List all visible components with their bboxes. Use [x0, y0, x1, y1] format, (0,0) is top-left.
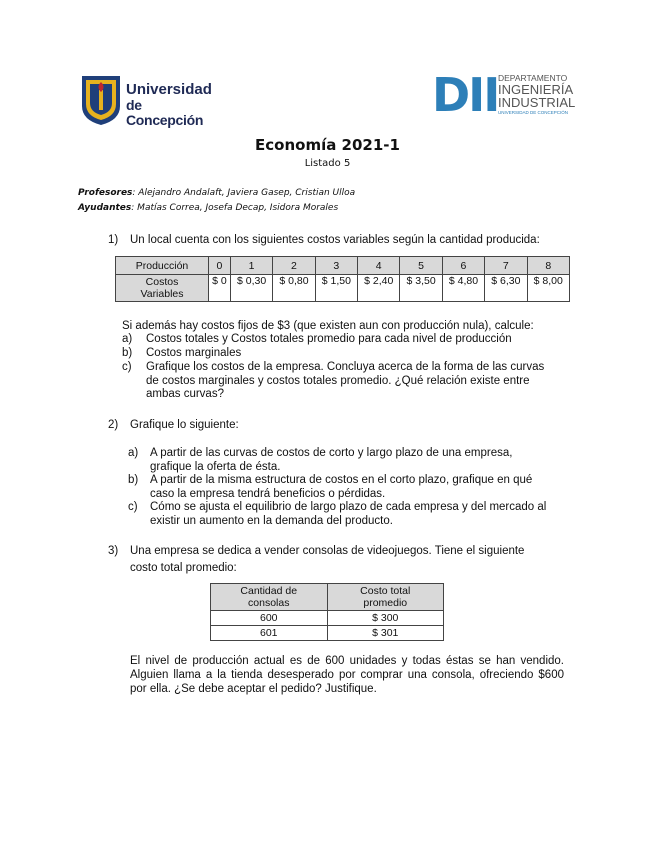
quantity-cell: 6 [442, 257, 484, 275]
quantity-cell: 5 [400, 257, 442, 275]
average-cost-cell: $ 301 [327, 626, 444, 641]
quantity-cell: 1 [230, 257, 272, 275]
quantity-cell: 4 [358, 257, 400, 275]
university-logo [80, 74, 220, 126]
question-1-intro: Si además hay costos fijos de $3 (que existen aun con producción nula), calcule: [122, 320, 534, 332]
cost-cell: $ 4,80 [442, 275, 484, 302]
university-logo-line1: Universidad [126, 81, 212, 98]
quantity-cell: 8 [527, 257, 569, 275]
assistants-label: Ayudantes [78, 203, 132, 213]
cost-cell: $ 6,30 [485, 275, 527, 302]
question-3-number: 3) [108, 545, 119, 557]
table-row [211, 626, 444, 641]
quantity-cell: 0 [209, 257, 231, 275]
table-row [116, 275, 570, 302]
department-logo [432, 68, 592, 122]
dept-logo-line1: DEPARTAMENTO [498, 73, 568, 83]
cost-cell: $ 1,50 [315, 275, 357, 302]
page-subtitle: Listado 5 [304, 158, 351, 169]
average-cost-header-line2: promedio [363, 597, 408, 609]
item-label: a) [122, 333, 133, 345]
assistants-names: : Matías Correa, Josefa Decap, Isidora Morales [131, 203, 339, 213]
professors-line [78, 188, 355, 198]
variable-costs-header-line1: Costos [145, 276, 179, 288]
variable-costs-table [115, 256, 570, 302]
item-label: b) [122, 347, 133, 359]
average-cost-cell: $ 300 [327, 611, 444, 626]
quantity-header-line2: consolas [248, 597, 290, 609]
dept-logo-line2: INGENIERÍA [498, 82, 574, 97]
variable-costs-header-line2: Variables [140, 288, 184, 300]
item-label: b) [128, 474, 139, 486]
item-text: A partir de las curvas de costos de corto y largo plazo de una empresa, grafique la oferta de ésta. [150, 447, 513, 473]
question-2-number: 2) [108, 419, 119, 431]
quantity-cell: 601 [211, 626, 328, 641]
dept-logo-line3: INDUSTRIAL [498, 95, 576, 110]
quantity-cell: 7 [485, 257, 527, 275]
quantity-header-line1: Cantidad de [240, 585, 298, 597]
quantity-cell: 600 [211, 611, 328, 626]
quantity-cell: 3 [315, 257, 357, 275]
table-row [211, 584, 444, 611]
average-cost-header-line1: Costo total [360, 585, 411, 597]
professors-label: Profesores [78, 188, 133, 198]
assistants-line [78, 203, 338, 213]
item-text: Costos marginales [146, 347, 242, 359]
production-header: Producción [116, 257, 209, 275]
question-3-closing: El nivel de producción actual es de 600 unidades y todas éstas se han vendido. Alguien llama a la tienda desesperado por comprar una consola, ofreciendo $600 por ella. ¿Se debe aceptar el pedido? Justifique. [130, 655, 564, 695]
cost-cell: $ 0,80 [273, 275, 315, 302]
item-text: Grafique los costos de la empresa. Concluya acerca de la forma de las curvas de costos marginales y costos totales promedio. ¿Qué relación existe entre ambas curvas? [146, 361, 545, 400]
item-text: A partir de la misma estructura de costos en el corto plazo, grafique en qué caso la empresa tendrá beneficios o pérdidas. [150, 474, 533, 500]
cost-cell: $ 0 [209, 275, 231, 302]
question-1-text: Un local cuenta con los siguientes costos variables según la cantidad producida: [130, 234, 540, 246]
dept-logo-line4: UNIVERSIDAD DE CONCEPCIÓN [498, 110, 569, 115]
question-2-text: Grafique lo siguiente: [130, 419, 239, 431]
table-row [211, 611, 444, 626]
cost-cell: $ 3,50 [400, 275, 442, 302]
dii-mark: DII [432, 68, 499, 122]
item-text: Cómo se ajusta el equilibrio de largo plazo de cada empresa y del mercado al existir un aumento en la demanda del producto. [150, 501, 547, 527]
page-title: Economía 2021-1 [255, 136, 400, 154]
item-text: Costos totales y Costos totales promedio para cada nivel de producción [146, 333, 512, 345]
variable-costs-header [116, 275, 209, 302]
cost-cell: $ 8,00 [527, 275, 569, 302]
cost-cell: $ 0,30 [230, 275, 272, 302]
question-1-number: 1) [108, 234, 119, 246]
cost-cell: $ 2,40 [358, 275, 400, 302]
table-row [116, 257, 570, 275]
quantity-cell: 2 [273, 257, 315, 275]
question-3-text: Una empresa se dedica a vender consolas de videojuegos. Tiene el siguiente costo total promedio: [130, 545, 525, 574]
item-label: c) [128, 501, 138, 513]
quantity-header [211, 584, 328, 611]
professors-names: : Alejandro Andalaft, Javiera Gasep, Cristian Ulloa [132, 188, 356, 198]
university-logo-line2: de Concepción [126, 97, 204, 128]
average-cost-table [210, 583, 444, 641]
item-label: c) [122, 361, 132, 373]
item-label: a) [128, 447, 139, 459]
average-cost-header [327, 584, 444, 611]
